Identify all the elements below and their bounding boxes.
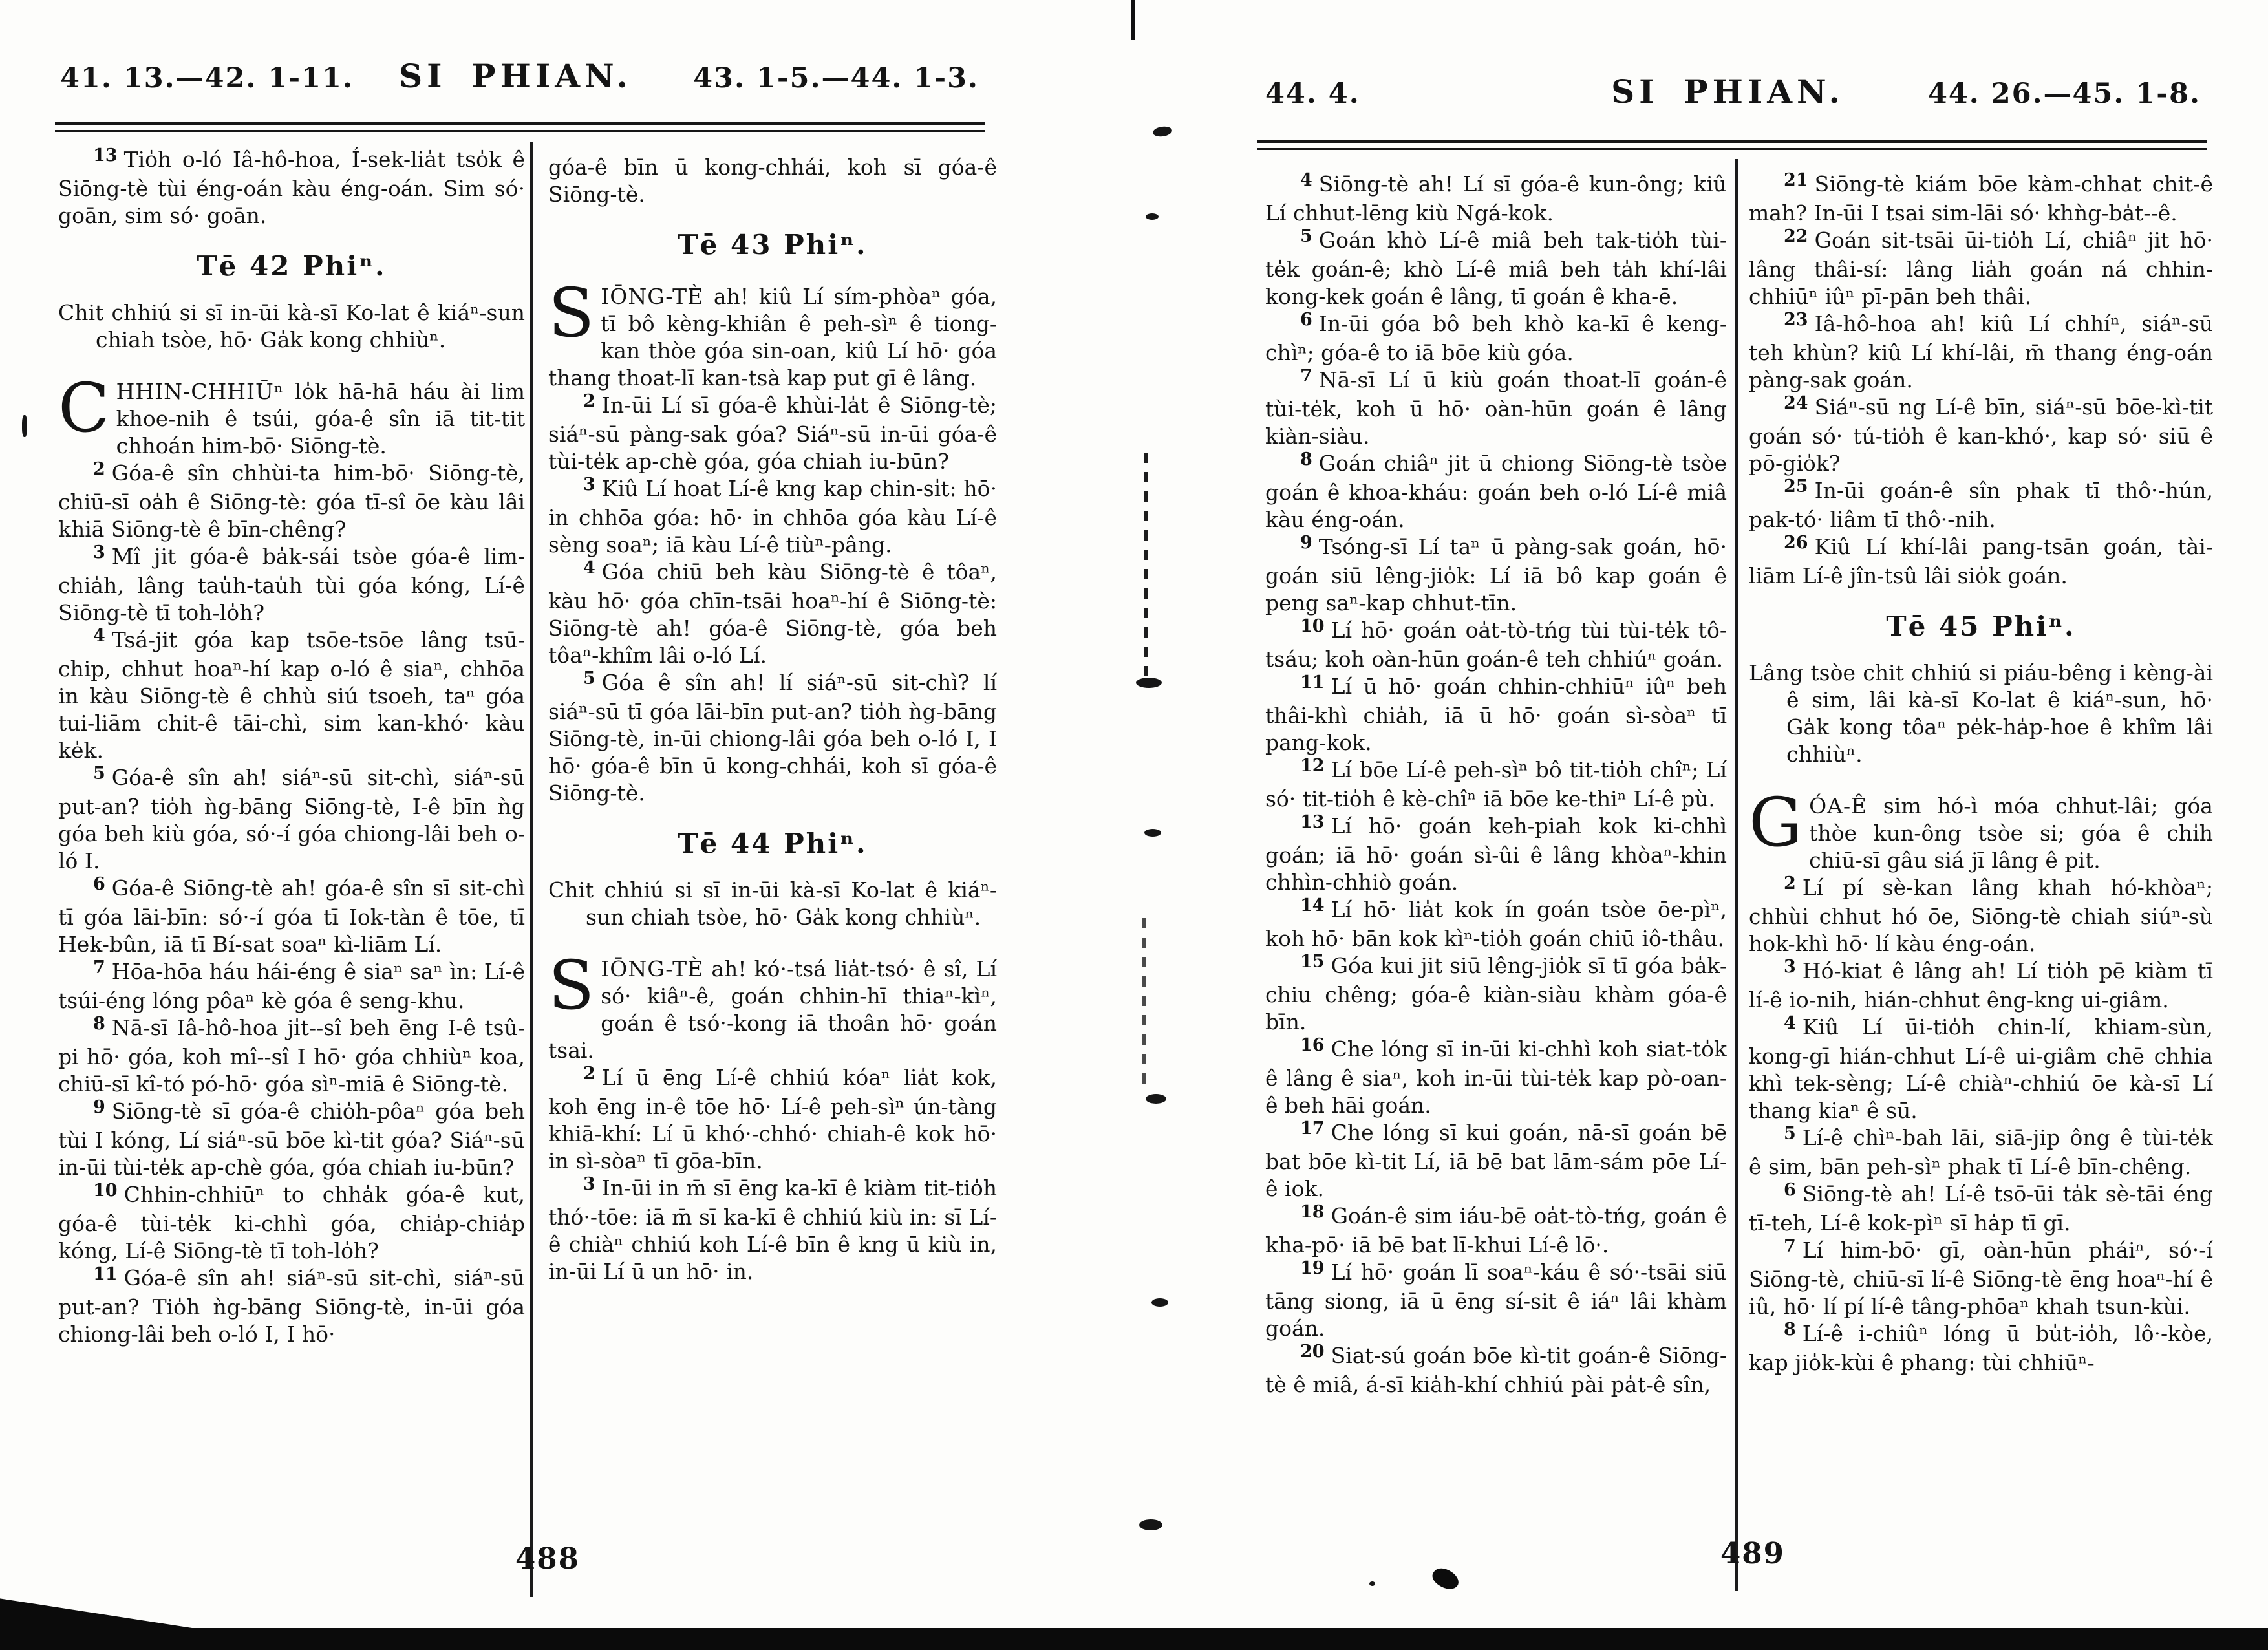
page-number: 488 <box>515 1541 580 1576</box>
verse: $^{14}$ Lí hō· lia̍t kok ín goán tsòe ōe-pìⁿ, koh hō· bān kok kìⁿ-tio̍h goán chiū iô-thâu. <box>1265 895 1727 951</box>
verse: CHHIN-CHHIŪⁿ lo̍k hā-hā háu ài lim khoe-nih ê tsúi, góa-ê sîn iā tit-tit chhoán him-bō· Siōng-tè. <box>58 369 525 458</box>
verse: $^7$ Nā-sī Lí ū kiù goán thoat-lī goán-ê tùi-te̍k, koh ū hō· oàn-hūn goán ê lâng kiàn-siàu. <box>1265 366 1727 449</box>
psalm-heading: Tē 43 Phiⁿ. <box>678 229 868 261</box>
verse-number: 10 <box>1300 616 1325 636</box>
verse-number: 4 <box>93 626 105 646</box>
verse: $^{25}$ In-ūi goán-ê sîn phak tī thô·-hún, pak-tó· liâm tī thô·-nih. <box>1749 477 2213 532</box>
verse-number: 20 <box>1300 1342 1325 1362</box>
verse-number: 13 <box>93 146 118 166</box>
verse-number: 2 <box>583 391 595 411</box>
verse-number: 11 <box>93 1264 118 1284</box>
running-head-reference-left: 41. 13.—42. 1-11. <box>60 62 354 94</box>
gutter-ink-mark <box>1142 918 1146 1086</box>
text-column <box>548 154 997 1610</box>
verse: SIŌNG-TÈ ah! kiû Lí sím-phòaⁿ góa, tī bô kèng-khiân ê peh-sìⁿ ê tiong-kan thòe góa sin-oan, kiû Lí hō· góa thang thoat-lī kan-tsà kap put gī ê lâng. <box>548 273 997 391</box>
verse-number: 6 <box>1300 310 1312 330</box>
verse: $^{13}$ Lí hō· goán keh-piah kok ki-chhì goán; iā hō· goán sì-ûi ê lâng khòaⁿ-khin chhìn-chhiò goán. <box>1265 812 1727 895</box>
psalm-inscription: Chit chhiú si sī in-ūi kà-sī Ko-lat ê kiáⁿ-sun chiah tsòe, hō· Ga̍k kong chhiùⁿ. <box>548 877 997 930</box>
header-rule <box>1257 140 2207 150</box>
drop-cap-word: HHIN-CHHIŪⁿ <box>116 379 284 404</box>
drop-cap-word: ÓA-Ê <box>1809 793 1868 819</box>
verse: $^{16}$ Che lóng sī in-ūi ki-chhì koh siat-to̍k ê lâng ê siaⁿ, koh in-ūi tùi-te̍k kap pò-oan-ê beh hāi goán. <box>1265 1035 1727 1118</box>
running-head-reference-right: 43. 1-5.—44. 1-3. <box>693 62 979 94</box>
verse: $^9$ Tsóng-sī Lí taⁿ ū pàng-sak goán, hō· goán siū lêng-jio̍k: Lí iā bô kap goán ê peng saⁿ-kap chhut-tīn. <box>1265 533 1727 616</box>
verse: $^6$ Góa-ê Siōng-tè ah! góa-ê sîn sī sit-chì tī góa lāi-bīn: só·-í góa tī Iok-tàn ê tōe, tī Hek-bûn, iā tī Bí-sat soaⁿ kì-liām Lí. <box>58 874 525 957</box>
gutter-ink-mark <box>1146 213 1159 220</box>
verse: $^3$ Mî jit góa-ê ba̍k-sái tsòe góa-ê lim-chia̍h, lâng tau̍h-tau̍h tùi góa kóng, Lí-ê Siōng-tè tī toh-lo̍h? <box>58 542 525 625</box>
verse-number: 26 <box>1784 533 1808 553</box>
verse: $^{21}$ Siōng-tè kiám bōe kàm-chhat chit-ê mah? In-ūi I tsai sim-lāi só· khǹg-ba̍t--ê. <box>1749 171 2213 226</box>
verse: GÓA-Ê sim hó-ì móa chhut-lâi; góa thòe kun-ông tsòe si; góa ê chi̍h chiū-sī gâu siá jī lâng ê pit. <box>1749 783 2213 873</box>
verse: $^7$ Lí him-bō· gī, oàn-hūn pháiⁿ, só·-í Siōng-tè, chiū-sī lí-ê Siōng-tè ēng hoaⁿ-hí ê iû, hō· lí pí lí-ê tâng-phōaⁿ khah tsun-kùi. <box>1749 1236 2213 1319</box>
verse-number: 13 <box>1300 812 1325 832</box>
running-head-title: SI PHIAN. <box>399 57 632 95</box>
verse-number: 5 <box>583 669 595 689</box>
verse-number: 2 <box>583 1064 595 1084</box>
verse-number: 15 <box>1300 952 1325 972</box>
verse-number: 19 <box>1300 1258 1325 1278</box>
verse: $^4$ Tsá-jit góa kap tsōe-tsōe lâng tsū-chip, chhut hoaⁿ-hí kap o-ló ê siaⁿ, chhōa in kàu Siōng-tè ê chhù siú tsoeh, taⁿ góa tui-liām chit-ê tāi-chì, sim kan-khó· kàu ke̍k. <box>58 626 525 763</box>
drop-cap-word: IŌNG-TÈ <box>601 284 704 309</box>
left-page <box>36 0 996 1650</box>
drop-cap: C <box>58 369 110 447</box>
ink-blot <box>1369 1581 1375 1586</box>
verse: $^2$ In-ūi Lí sī góa-ê khùi-la̍t ê Siōng-tè; siáⁿ-sū pàng-sak góa? Siáⁿ-sū in-ūi góa-ê tùi-te̍k ap-chè góa, góa chiah iu-būn? <box>548 391 997 474</box>
psalm-heading: Tē 44 Phiⁿ. <box>678 828 868 859</box>
verse-number: 3 <box>93 542 105 562</box>
verse: $^{12}$ Lí bōe Lí-ê peh-sìⁿ bô tit-tio̍h chîⁿ; Lí só· tit-tio̍h ê kè-chîⁿ iā bōe ke-thiⁿ Lí-ê pù. <box>1265 756 1727 811</box>
verse-number: 10 <box>93 1181 118 1201</box>
margin-ink-mark <box>22 415 27 437</box>
gutter-ink-mark <box>1144 453 1148 685</box>
verse-number: 6 <box>93 874 105 894</box>
verse-number: 25 <box>1784 477 1808 497</box>
verse: $^{17}$ Che lóng sī kui goán, nā-sī goán bē bat bōe kì-tit Lí, iā bē bat lām-sám pōe Lí-ê iok. <box>1265 1119 1727 1201</box>
verse: $^{11}$ Lí ū hō· goán chhin-chhiūⁿ iûⁿ beh thâi-khì chia̍h, iā ū hō· goán sì-sòaⁿ tī pang-kok. <box>1265 672 1727 755</box>
verse-number: 2 <box>93 459 105 479</box>
verse: $^{15}$ Góa kui jit siū lêng-jio̍k sī tī góa ba̍k-chiu chêng; góa-ê kiàn-siàu khàm góa-ê bīn. <box>1265 952 1727 1034</box>
gutter-ink-mark <box>1131 0 1135 40</box>
verse: $^2$ Góa-ê sîn chhùi-ta him-bō· Siōng-tè, chiū-sī oa̍h ê Siōng-tè: góa tī-sî ōe kàu lâi khiā Siōng-tè ê bīn-chêng? <box>58 459 525 542</box>
verse-number: 4 <box>1300 171 1312 190</box>
verse: $^9$ Siōng-tè sī góa-ê chio̍h-pôaⁿ góa beh tùi I kóng, Lí siáⁿ-sū bōe kì-tit góa? Siáⁿ-sū in-ūi tùi-te̍k ap-chè góa, góa chiah iu-būn? <box>58 1097 525 1180</box>
verse: $^{22}$ Goán sit-tsāi ūi-tio̍h Lí, chiâⁿ jit hō· lâng thâi-sí: lâng lia̍h goán ná chhin-chhiūⁿ iûⁿ pī-pān beh thâi. <box>1749 226 2213 309</box>
verse: $^5$ Goán khò Lí-ê miâ beh tak-tio̍h tùi-te̍k goán-ê; khò Lí-ê miâ beh ta̍h khí-lâi kong-kek goán ê lâng, tī goán ê kha-ē. <box>1265 226 1727 309</box>
drop-cap: S <box>548 273 595 352</box>
verse-number: 8 <box>1300 449 1312 469</box>
verse: $^2$ Lí ū ēng Lí-ê chhiú kóaⁿ lia̍t kok, koh ēng in-ê tōe hō· Lí-ê peh-sìⁿ ún-tàng khiā-khí: Lí ū khó·-chhó· chiah-ê kok hō· in sì-sòaⁿ tī gōa-bīn. <box>548 1064 997 1173</box>
verse-number: 24 <box>1784 393 1808 413</box>
verse: $^8$ Goán chiâⁿ jit ū chiong Siōng-tè tsòe goán ê khoa-kháu: goán beh o-ló Lí-ê miâ kàu éng-oán. <box>1265 449 1727 532</box>
verse-number: 3 <box>583 475 595 495</box>
verse: $^{24}$ Siáⁿ-sū ng Lí-ê bīn, siáⁿ-sū bōe-kì-tit goán só· tú-tio̍h ê kan-khó·, kap só· siū ê pō-gio̍k? <box>1749 393 2213 476</box>
verse: $^{18}$ Goán-ê sim iáu-bē oa̍t-tò-tńg, goán ê kha-pō· iā bē bat lī-khui Lí-ê lō·. <box>1265 1202 1727 1258</box>
verse: $^{13}$ Tio̍h o-ló Iâ-hô-hoa, Í-sek-lia̍t tso̍k ê Siōng-tè tùi éng-oán kàu éng-oán. Sim só· goān, sim só· goān. <box>58 146 525 228</box>
column-divider <box>530 142 533 1597</box>
verse-number: 3 <box>1784 957 1796 977</box>
gutter-ink-mark <box>1152 125 1173 138</box>
verse-number: 4 <box>1784 1013 1796 1033</box>
drop-cap-word: IŌNG-TÈ <box>601 956 704 981</box>
psalm-inscription: Lâng tsòe chit chhiú si piáu-bêng i kèng-ài ê sim, lâi kà-sī Ko-lat ê kiáⁿ-sun, hō· Ga̍k kong tôaⁿ pe̍k-ha̍p-hoe ê khîm lâi chhiùⁿ. <box>1749 660 2213 767</box>
gutter-ink-mark <box>1144 829 1161 837</box>
verse-number: 18 <box>1300 1202 1325 1222</box>
verse-number: 7 <box>93 958 105 978</box>
verse: $^5$ Lí-ê chìⁿ-bah lāi, siā-jip ông ê tùi-te̍k ê sim, bān peh-sìⁿ phak tī Lí-ê bīn-chêng. <box>1749 1124 2213 1179</box>
verse: $^{10}$ Chhin-chhiūⁿ to chha̍k góa-ê kut, góa-ê tùi-te̍k ki-chhì góa, chia̍p-chia̍p kóng, Lí-ê Siōng-tè tī toh-lo̍h? <box>58 1181 525 1263</box>
drop-cap: S <box>548 946 595 1025</box>
verse: $^3$ Kiû Lí hoat Lí-ê kng kap chin-si̍t: hō· in chhōa góa: hō· in chhōa góa kàu Lí-ê sèng soaⁿ; iā kàu Lí-ê tiùⁿ-pâng. <box>548 475 997 557</box>
verse-number: 12 <box>1300 756 1325 776</box>
verse-number: 11 <box>1300 672 1325 692</box>
text-column <box>1749 171 2213 1580</box>
verse: $^{26}$ Kiû Lí khí-lâi pang-tsān goán, tài-liām Lí-ê jîn-tsû lâi sio̍k goán. <box>1749 533 2213 588</box>
column-divider <box>1735 159 1738 1591</box>
psalm-heading: Tē 42 Phiⁿ. <box>197 250 387 282</box>
verse-number: 14 <box>1300 895 1325 916</box>
verse: $^4$ Kiû Lí ūi-tio̍h chin-lí, khiam-sùn, kong-gī hián-chhut Lí-ê ui-giâm chē chhia khì tek-sèng; Lí-ê chiàⁿ-chhiú ōe kà-sī Lí thang kiaⁿ ê sū. <box>1749 1013 2213 1123</box>
running-head-title: SI PHIAN. <box>1611 72 1845 111</box>
gutter-ink-mark <box>1151 1298 1168 1307</box>
verse-number: 2 <box>1784 873 1796 894</box>
verse: $^{20}$ Siat-sú goán bōe kì-tit goán-ê Siōng-tè ê miâ, á-sī kia̍h-khí chhiú pài pa̍t-ê sîn, <box>1265 1342 1727 1397</box>
verse-number: 17 <box>1300 1119 1325 1139</box>
verse: SIŌNG-TÈ ah! kó·-tsá lia̍t-tsó· ê sî, Lí só· kiâⁿ-ê, goán chhin-hī thiaⁿ-kìⁿ, goán ê tsó·-kong iā thoân hō· goán tsai. <box>548 946 997 1063</box>
gutter-ink-mark <box>1136 678 1162 688</box>
verse-number: 22 <box>1784 226 1808 246</box>
running-head-reference-right: 44. 26.—45. 1-8. <box>1927 78 2201 110</box>
verse: $^3$ In-ūi in m̄ sī ēng ka-kī ê kiàm tit-tio̍h thó·-tōe: iā m̄ sī ka-kī ê chhiú kiù in: sī Lí-ê chiàⁿ chhiú koh Lí-ê bīn ê kng ū kiù in, in-ūi Lí ū un hō· in. <box>548 1174 997 1284</box>
gutter-ink-mark <box>1146 1094 1166 1104</box>
verse-number: 3 <box>583 1174 595 1194</box>
verse: $^8$ Nā-sī Iâ-hô-hoa ji̍t--sî beh ēng I-ê tsû-pi hō· góa, koh mî--sî I hō· góa chhiùⁿ koa, chiū-sī kî-tó pó-hō· góa sìⁿ-miā ê Siōng-tè. <box>58 1014 525 1097</box>
scan-edge-bar <box>0 1628 2268 1650</box>
verse: $^4$ Góa chiū beh kàu Siōng-tè ê tôaⁿ, kàu hō· góa chīn-tsāi hoaⁿ-hí ê Siōng-tè: Siōng-tè ah! góa-ê Siōng-tè, góa beh tôaⁿ-khîm lâi o-ló Lí. <box>548 558 997 668</box>
verse-number: 6 <box>1784 1180 1796 1200</box>
verse: $^5$ Góa ê sîn ah! lí siáⁿ-sū sit-chì? lí siáⁿ-sū tī góa lāi-bīn put-an? tio̍h ǹg-bāng Siōng-tè, in-ūi chiong-lâi góa beh o-ló I, I hō· góa-ê bīn ū kong-chhái, koh sī góa-ê Siōng-tè. <box>548 669 997 806</box>
verse: $^7$ Hōa-hōa háu hái-éng ê siaⁿ saⁿ ìn: Lí-ê tsúi-éng lóng pôaⁿ kè góa ê seng-khu. <box>58 958 525 1013</box>
running-head-reference-left: 44. 4. <box>1265 78 1360 110</box>
verse: $^{10}$ Lí hō· goán oa̍t-tò-tńg tùi tùi-te̍k tô-tsáu; koh oàn-hūn goán-ê teh chhiúⁿ goán. <box>1265 616 1727 672</box>
verse: $^2$ Lí pí sè-kan lâng khah hó-khòaⁿ; chhùi chhut hó ōe, Siōng-tè chiah siúⁿ-sù hok-khì hō· lí kàu éng-oán. <box>1749 873 2213 956</box>
verse-number: 7 <box>1784 1236 1796 1256</box>
text-column <box>1265 171 1727 1606</box>
verse-number: 16 <box>1300 1035 1325 1055</box>
header-rule <box>55 122 985 132</box>
gutter-ink-mark <box>1139 1519 1162 1530</box>
right-page <box>1238 0 2218 1650</box>
verse: $^5$ Góa-ê sîn ah! siáⁿ-sū sit-chì, siáⁿ-sū put-an? tio̍h ǹg-bāng Siōng-tè, I-ê bīn ǹg góa beh kiù góa, só·-í góa chiong-lâi beh o-ló I. <box>58 764 525 873</box>
verse: $^{23}$ Iâ-hô-hoa ah! kiû Lí chhíⁿ, siáⁿ-sū teh khùn? kiû Lí khí-lâi, m̄ thang éng-oán pàng-sak goán. <box>1749 310 2213 392</box>
verse: $^4$ Siōng-tè ah! Lí sī góa-ê kun-ông; kiû Lí chhut-lēng kiù Ngá-kok. <box>1265 171 1727 226</box>
psalm-heading: Tē 45 Phiⁿ. <box>1886 610 2076 642</box>
verse: $^6$ Siōng-tè ah! Lí-ê tsō-ūi ta̍k sè-tāi éng tī-teh, Lí-ê kok-pìⁿ sī ha̍p tī gī. <box>1749 1180 2213 1236</box>
verse-number: 5 <box>1784 1124 1796 1144</box>
verse: $^{11}$ Góa-ê sîn ah! siáⁿ-sū sit-chì, siáⁿ-sū put-an? Tio̍h ǹg-bāng Siōng-tè, in-ūi góa chiong-lâi beh o-ló I, I hō· <box>58 1264 525 1347</box>
verse-continuation: góa-ê bīn ū kong-chhái, koh sī góa-ê Siōng-tè. <box>548 155 997 207</box>
verse-number: 9 <box>1300 533 1312 553</box>
verse-number: 8 <box>1784 1320 1796 1340</box>
page-number: 489 <box>1720 1536 1785 1570</box>
verse-number: 4 <box>583 558 595 578</box>
verse: $^3$ Hó-kiat ê lâng ah! Lí tio̍h pē kiàm tī lí-ê io-nih, hián-chhut êng-kng ui-giâm. <box>1749 957 2213 1012</box>
verse: $^8$ Lí-ê i-chiûⁿ lóng ū bu̍t-io̍h, lô·-kòe, kap jio̍k-kùi ê phang: tùi chhiūⁿ- <box>1749 1320 2213 1375</box>
verse-number: 21 <box>1784 171 1808 190</box>
verse-number: 7 <box>1300 366 1312 386</box>
verse-number: 5 <box>93 764 105 784</box>
drop-cap: G <box>1749 783 1803 862</box>
verse-number: 9 <box>93 1097 105 1117</box>
verse: $^6$ In-ūi góa bô beh khò ka-kī ê keng-chìⁿ; góa-ê to iā bōe kiù góa. <box>1265 310 1727 365</box>
verse-number: 5 <box>1300 226 1312 246</box>
psalm-inscription: Chit chhiú si sī in-ūi kà-sī Ko-lat ê kiáⁿ-sun chiah tsòe, hō· Ga̍k kong chhiùⁿ. <box>58 300 525 352</box>
verse-number: 23 <box>1784 310 1808 330</box>
text-column <box>58 146 525 1597</box>
verse-number: 8 <box>93 1014 105 1034</box>
verse: $^{19}$ Lí hō· goán lī soaⁿ-káu ê só·-tsāi siū tāng siong, iā ū ēng sí-sit ê iáⁿ lâi khàm goán. <box>1265 1258 1727 1341</box>
